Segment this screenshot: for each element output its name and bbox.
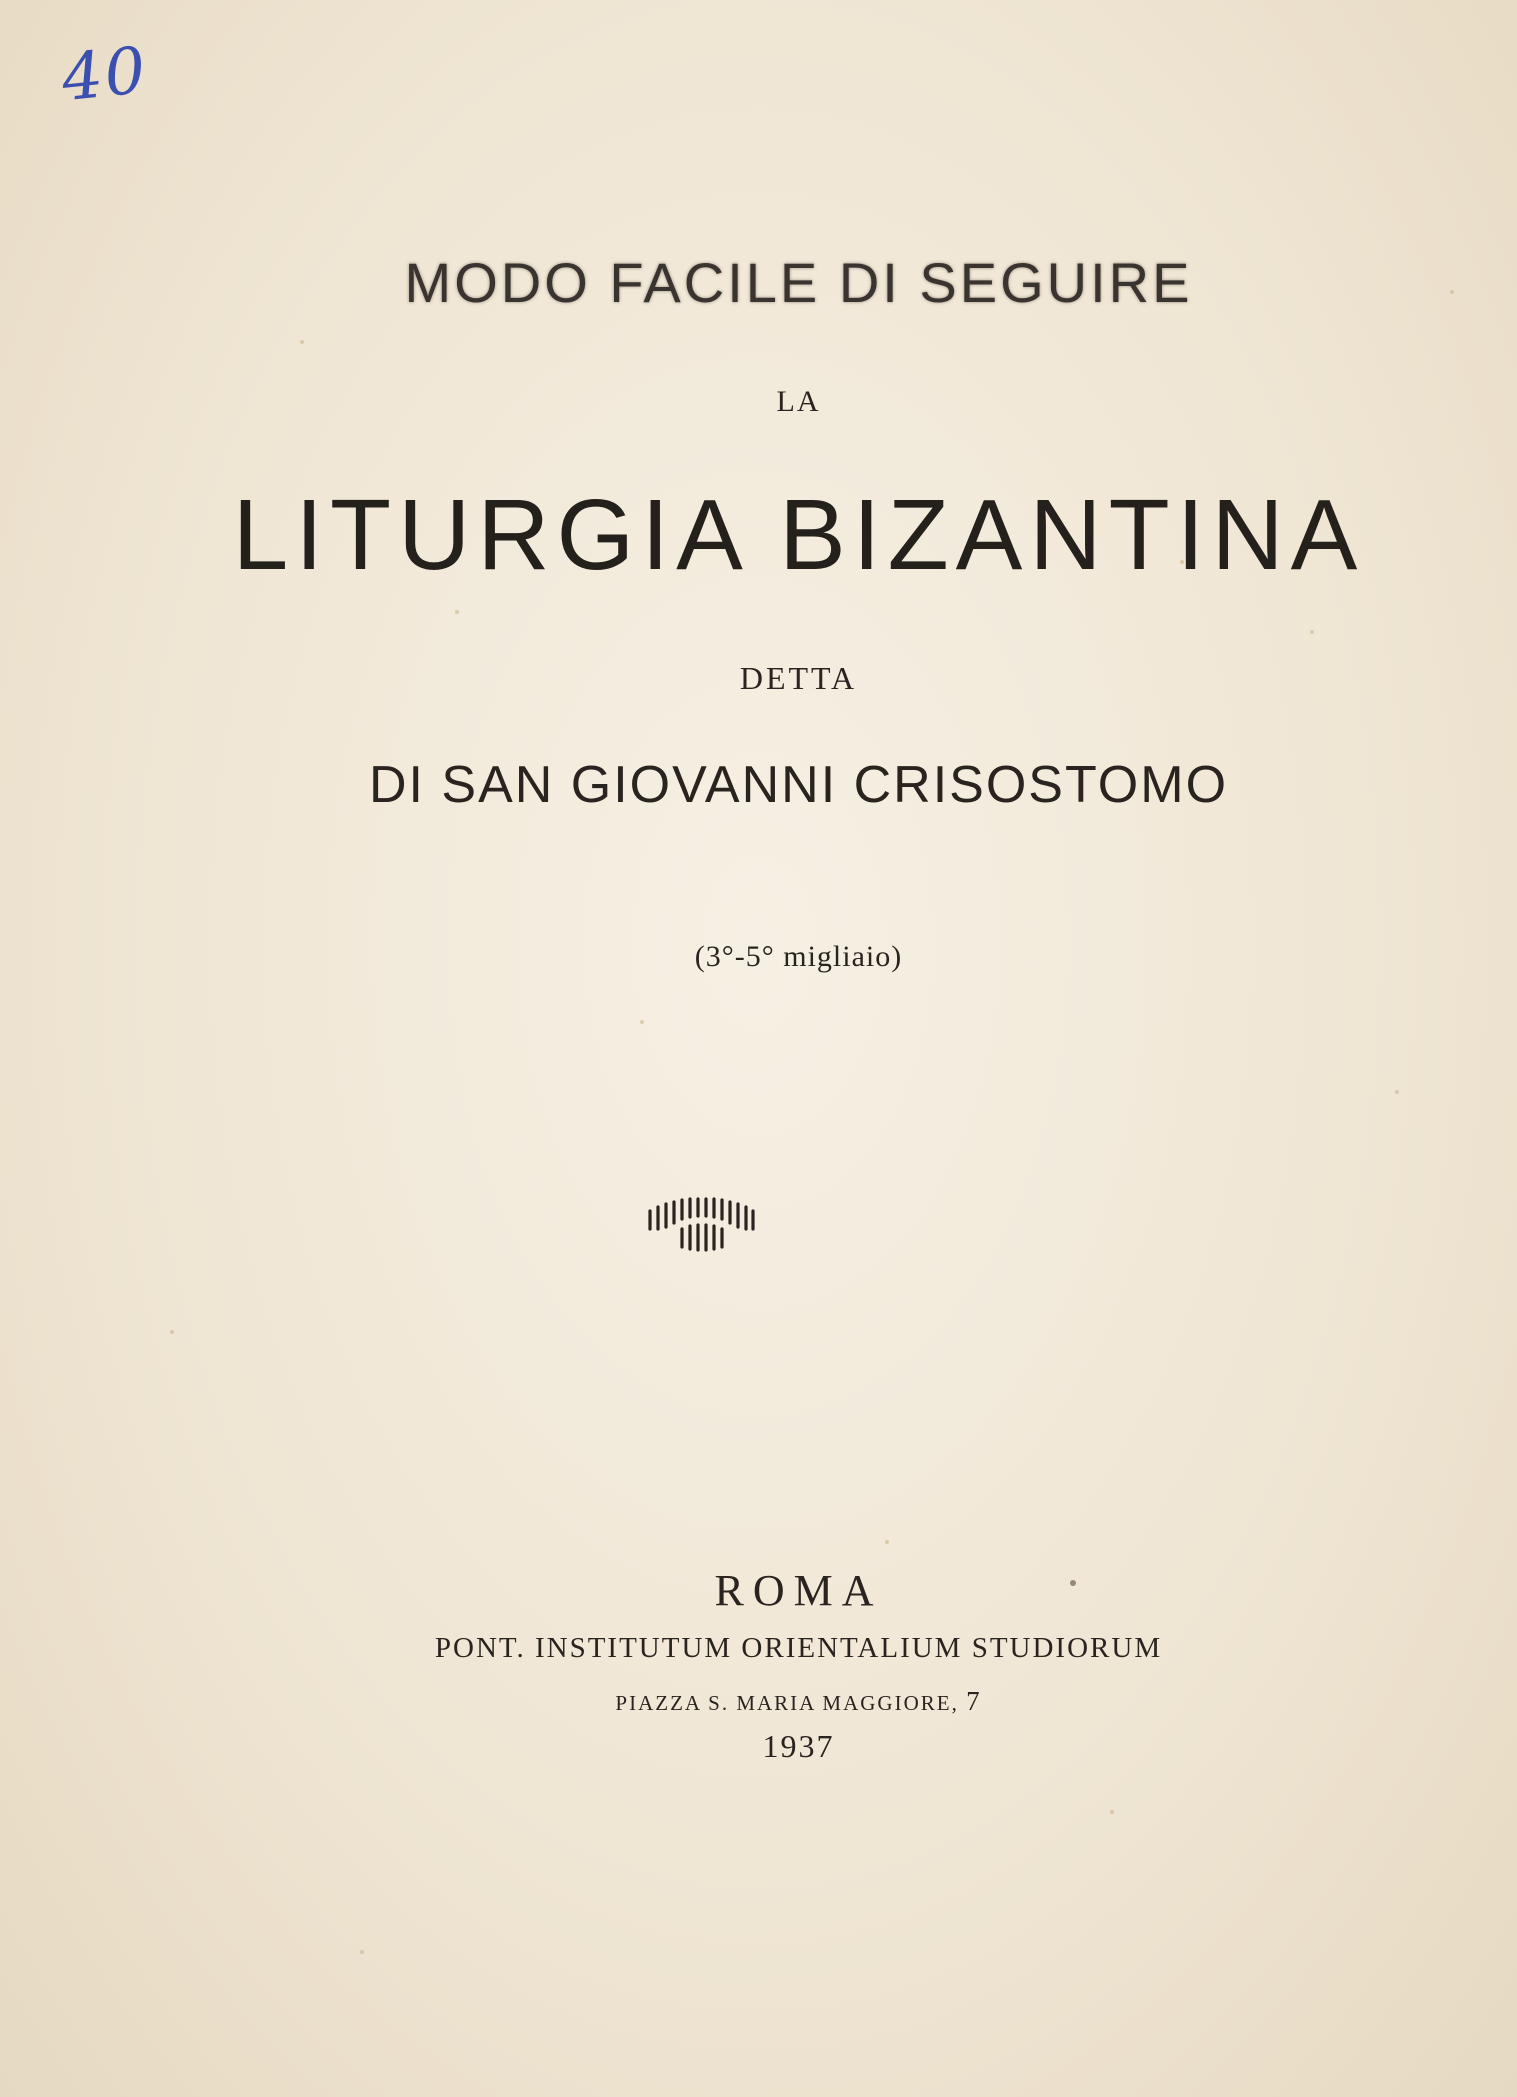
title-line-la: LA xyxy=(776,385,821,418)
paper-speck xyxy=(455,610,459,614)
main-title: LITURGIA BIZANTINA xyxy=(232,479,1365,591)
imprint-publisher: PONT. INSTITUTUM ORIENTALIUM STUDIORUM xyxy=(434,1632,1163,1664)
title-line-modo: MODO FACILE DI SEGUIRE xyxy=(404,251,1193,314)
handwritten-note: 40 xyxy=(58,33,152,117)
paper-speck xyxy=(885,1540,889,1544)
title-line-detta: DETTA xyxy=(739,660,858,696)
imprint-address xyxy=(0,1686,1517,1717)
printers-ornament-icon xyxy=(646,1195,756,1255)
imprint-city: ROMA xyxy=(714,1566,883,1615)
paper-speck xyxy=(640,1020,644,1024)
paper-speck xyxy=(300,340,304,344)
paper-speck xyxy=(1310,630,1314,634)
subtitle: DI SAN GIOVANNI CRISOSTOMO xyxy=(368,756,1229,814)
imprint-address-street: PIAZZA S. MARIA MAGGIORE, xyxy=(615,1691,959,1715)
paper-speck xyxy=(170,1330,174,1334)
edition-note: (3°-5° migliaio) xyxy=(694,940,903,973)
paper-speck xyxy=(1110,1810,1114,1814)
paper-speck xyxy=(1395,1090,1399,1094)
paper-speck xyxy=(360,1950,364,1954)
imprint-address-number: 7 xyxy=(966,1686,982,1716)
imprint-year: 1937 xyxy=(762,1728,835,1764)
